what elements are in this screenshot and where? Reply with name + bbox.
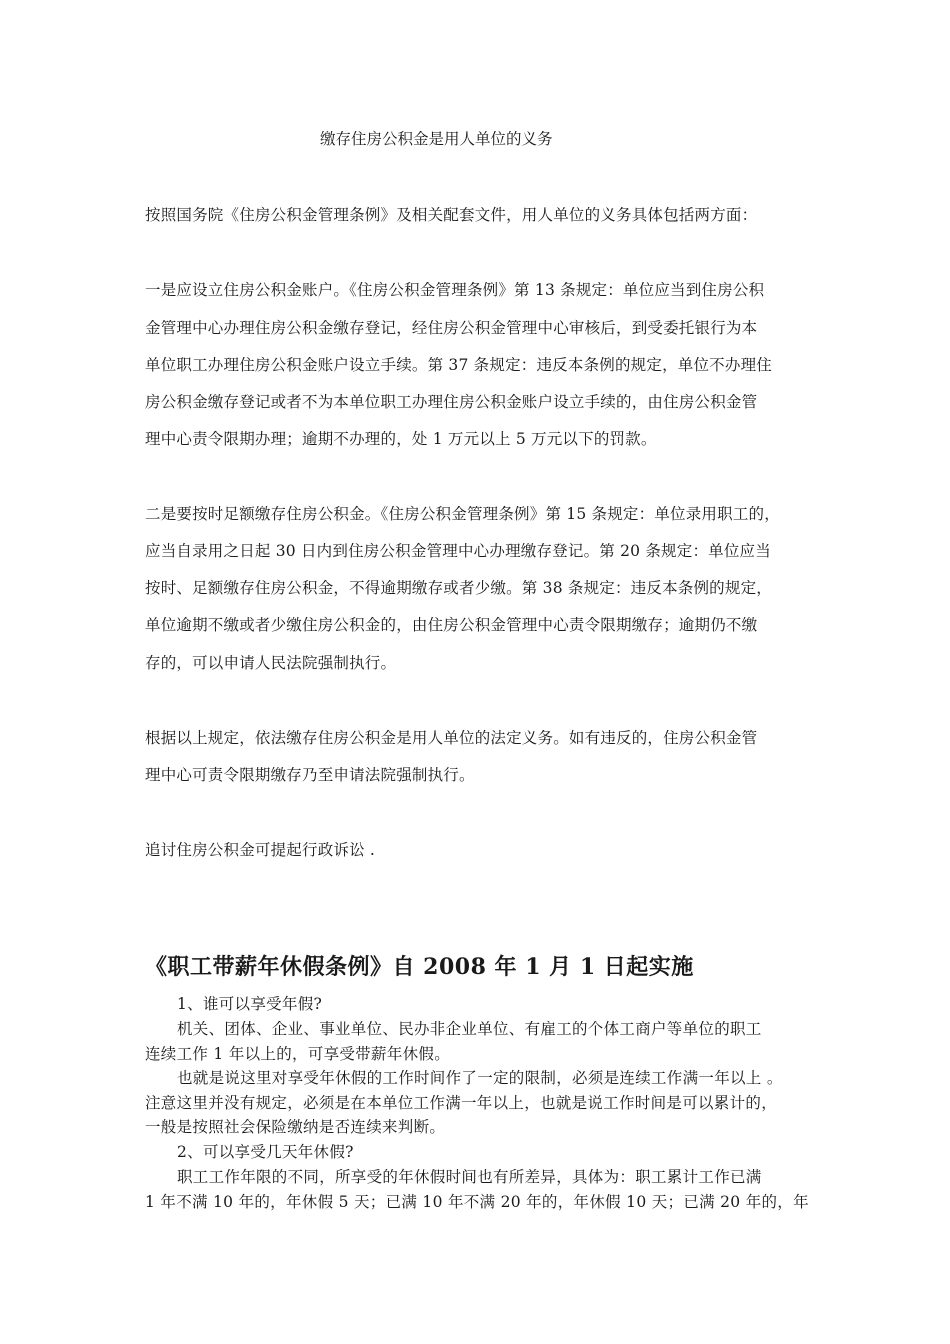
paragraph-line: 存的，可以申请人民法院强制执行。: [145, 654, 397, 672]
paragraph-line: 金管理中心办理住房公积金缴存登记，经住房公积金管理中心审核后，到受委托银行为本: [145, 319, 758, 337]
paragraph-line: 应当自录用之日起 30 日内到住房公积金管理中心办理缴存登记。第 20 条规定：单位应当: [145, 542, 771, 560]
paragraph-line: 根据以上规定，依法缴存住房公积金是用人单位的法定义务。如有违反的，住房公积金管: [145, 729, 758, 747]
paragraph-line: 一是应设立住房公积金账户。《住房公积金管理条例》第 13 条规定：单位应当到住房公积: [145, 281, 765, 299]
paragraph-line: 单位逾期不缴或者少缴住房公积金的，由住房公积金管理中心责令限期缴存；逾期仍不缴: [145, 616, 758, 634]
answer-line: 机关、团体、企业、事业单位、民办非企业单位、有雇工的个体工商户等单位的职工: [177, 1020, 762, 1038]
section1-intro: 按照国务院《住房公积金管理条例》及相关配套文件，用人单位的义务具体包括两方面：: [145, 206, 758, 224]
answer-line: 注意这里并没有规定，必须是在本单位工作满一年以上，也就是说工作时间是可以累计的，: [145, 1094, 778, 1112]
paragraph-line: 按时、足额缴存住房公积金，不得逾期缴存或者少缴。第 38 条规定：违反本条例的规定，: [145, 579, 772, 597]
answer-line: 1 年不满 10 年的，年休假 5 天；已满 10 年不满 20 年的，年休假 10 天；已满 20 年的，年: [145, 1193, 809, 1211]
answer-line: 一般是按照社会保险缴纳是否连续来判断。: [145, 1118, 446, 1136]
paragraph-line: 理中心责令限期办理；逾期不办理的，处 1 万元以上 5 万元以下的罚款。: [145, 430, 657, 448]
section1-paragraph-4: 追讨住房公积金可提起行政诉讼 .: [145, 841, 376, 859]
paragraph-line: 单位职工办理住房公积金账户设立手续。第 37 条规定：违反本条例的规定，单位不办理住: [145, 356, 772, 374]
paragraph-line: 理中心可责令限期缴存乃至申请法院强制执行。: [145, 766, 475, 784]
section2-heading: 《职工带薪年休假条例》自 2008 年 1 月 1 日起实施: [145, 954, 694, 980]
answer-line: 职工工作年限的不同，所享受的年休假时间也有所差异，具体为：职工累计工作已满: [177, 1168, 762, 1186]
answer-line: 连续工作 1 年以上的，可享受带薪年休假。: [145, 1045, 451, 1063]
paragraph-line: 房公积金缴存登记或者不为本单位职工办理住房公积金账户设立手续的，由住房公积金管: [145, 393, 758, 411]
question-1: 1、谁可以享受年假?: [177, 995, 323, 1013]
question-2: 2、可以享受几天年休假?: [177, 1143, 354, 1161]
answer-line: 也就是说这里对享受年休假的工作时间作了一定的限制，必须是连续工作满一年以上 。: [177, 1069, 783, 1087]
paragraph-line: 二是要按时足额缴存住房公积金。《住房公积金管理条例》第 15 条规定：单位录用职工的，: [145, 505, 780, 523]
section1-title: 缴存住房公积金是用人单位的义务: [320, 130, 553, 148]
